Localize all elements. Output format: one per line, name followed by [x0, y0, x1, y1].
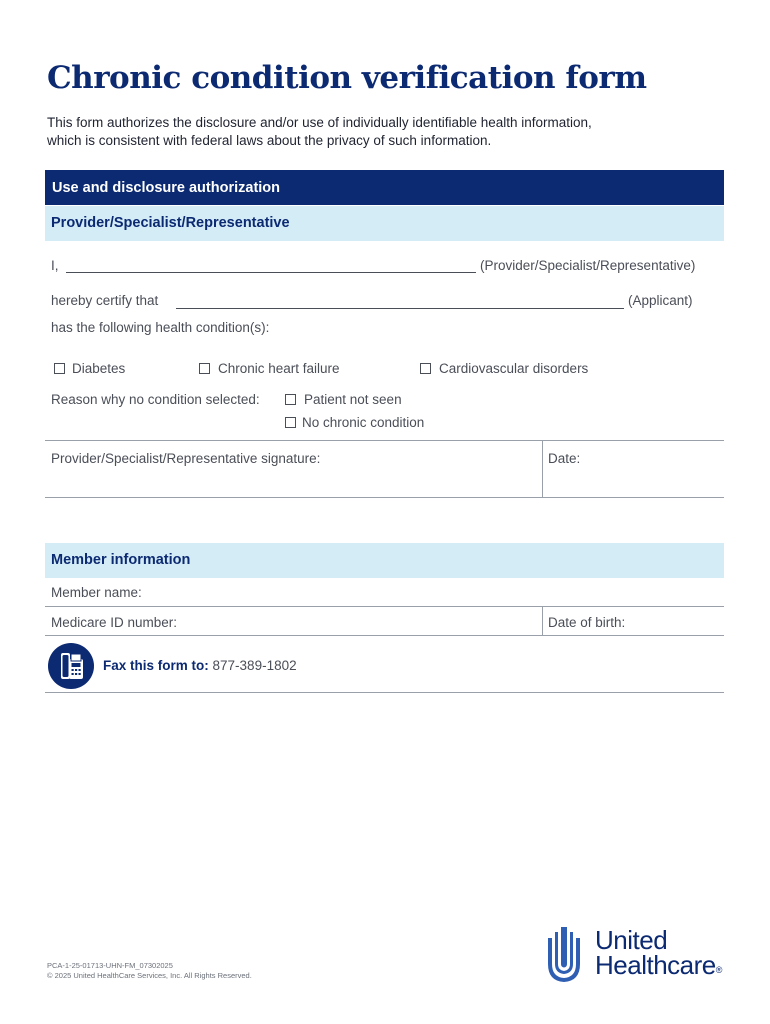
- date-label: Date:: [548, 451, 581, 466]
- page-title: Chronic condition verification form: [47, 60, 647, 96]
- dob-field[interactable]: [635, 608, 724, 634]
- intro-line-2: which is consistent with federal laws about the privacy of such information.: [47, 133, 492, 148]
- divider: [45, 497, 724, 498]
- date-field[interactable]: [543, 441, 724, 497]
- signature-label: Provider/Specialist/Representative signature:: [51, 451, 321, 466]
- uhc-logo-text: [595, 925, 722, 980]
- logo-line-1: United: [595, 925, 668, 955]
- diabetes-checkbox[interactable]: [54, 363, 65, 374]
- patient-not-seen-label: Patient not seen: [304, 392, 402, 407]
- divider: [45, 606, 724, 607]
- fax-instruction: [103, 658, 297, 673]
- form-code: PCA-1-25-01713-UHN-FM_07302025: [47, 961, 173, 970]
- certify-prefix: hereby certify that: [51, 293, 159, 308]
- registered-mark: ®: [715, 965, 722, 975]
- fax-number: 877-389-1802: [212, 658, 297, 673]
- conditions-label: has the following health condition(s):: [51, 320, 270, 335]
- patient-not-seen-checkbox[interactable]: [285, 394, 296, 405]
- uhc-logo-mark-icon: [546, 926, 582, 984]
- dob-label: Date of birth:: [548, 615, 626, 630]
- copyright: © 2025 United HealthCare Services, Inc. All Rights Reserved.: [47, 971, 252, 980]
- fax-label: Fax this form to:: [103, 658, 209, 673]
- certify-suffix: (Applicant): [628, 293, 693, 308]
- reason-label: Reason why no condition selected:: [51, 392, 260, 407]
- logo-line-2: Healthcare®: [595, 950, 722, 980]
- diabetes-label: Diabetes: [72, 361, 126, 376]
- chronic-heart-failure-checkbox[interactable]: [199, 363, 210, 374]
- section-header-member: Member information: [45, 543, 724, 578]
- fax-machine-icon: [48, 643, 94, 689]
- divider: [542, 606, 543, 635]
- cardiovascular-disorders-checkbox[interactable]: [420, 363, 431, 374]
- member-name-label: Member name:: [51, 585, 142, 600]
- subsection-header-provider: Provider/Specialist/Representative: [45, 206, 724, 241]
- divider: [45, 635, 724, 636]
- no-chronic-condition-checkbox[interactable]: [285, 417, 296, 428]
- applicant-name-field[interactable]: [176, 308, 624, 309]
- chronic-heart-failure-label: Chronic heart failure: [218, 361, 340, 376]
- divider: [45, 692, 724, 693]
- medicare-id-field[interactable]: [190, 608, 540, 634]
- provider-name-field[interactable]: [66, 272, 476, 273]
- cardiovascular-disorders-label: Cardiovascular disorders: [439, 361, 589, 376]
- medicare-id-label: Medicare ID number:: [51, 615, 178, 630]
- no-chronic-condition-label: No chronic condition: [302, 415, 425, 430]
- member-name-field[interactable]: [150, 580, 724, 605]
- section-header-authorization: Use and disclosure authorization: [45, 170, 724, 205]
- line-i-prefix: I,: [51, 258, 59, 273]
- intro-line-1: This form authorizes the disclosure and/or use of individually identifiable health information,: [47, 115, 592, 130]
- signature-field[interactable]: [45, 441, 541, 497]
- line-i-suffix: (Provider/Specialist/Representative): [480, 258, 696, 273]
